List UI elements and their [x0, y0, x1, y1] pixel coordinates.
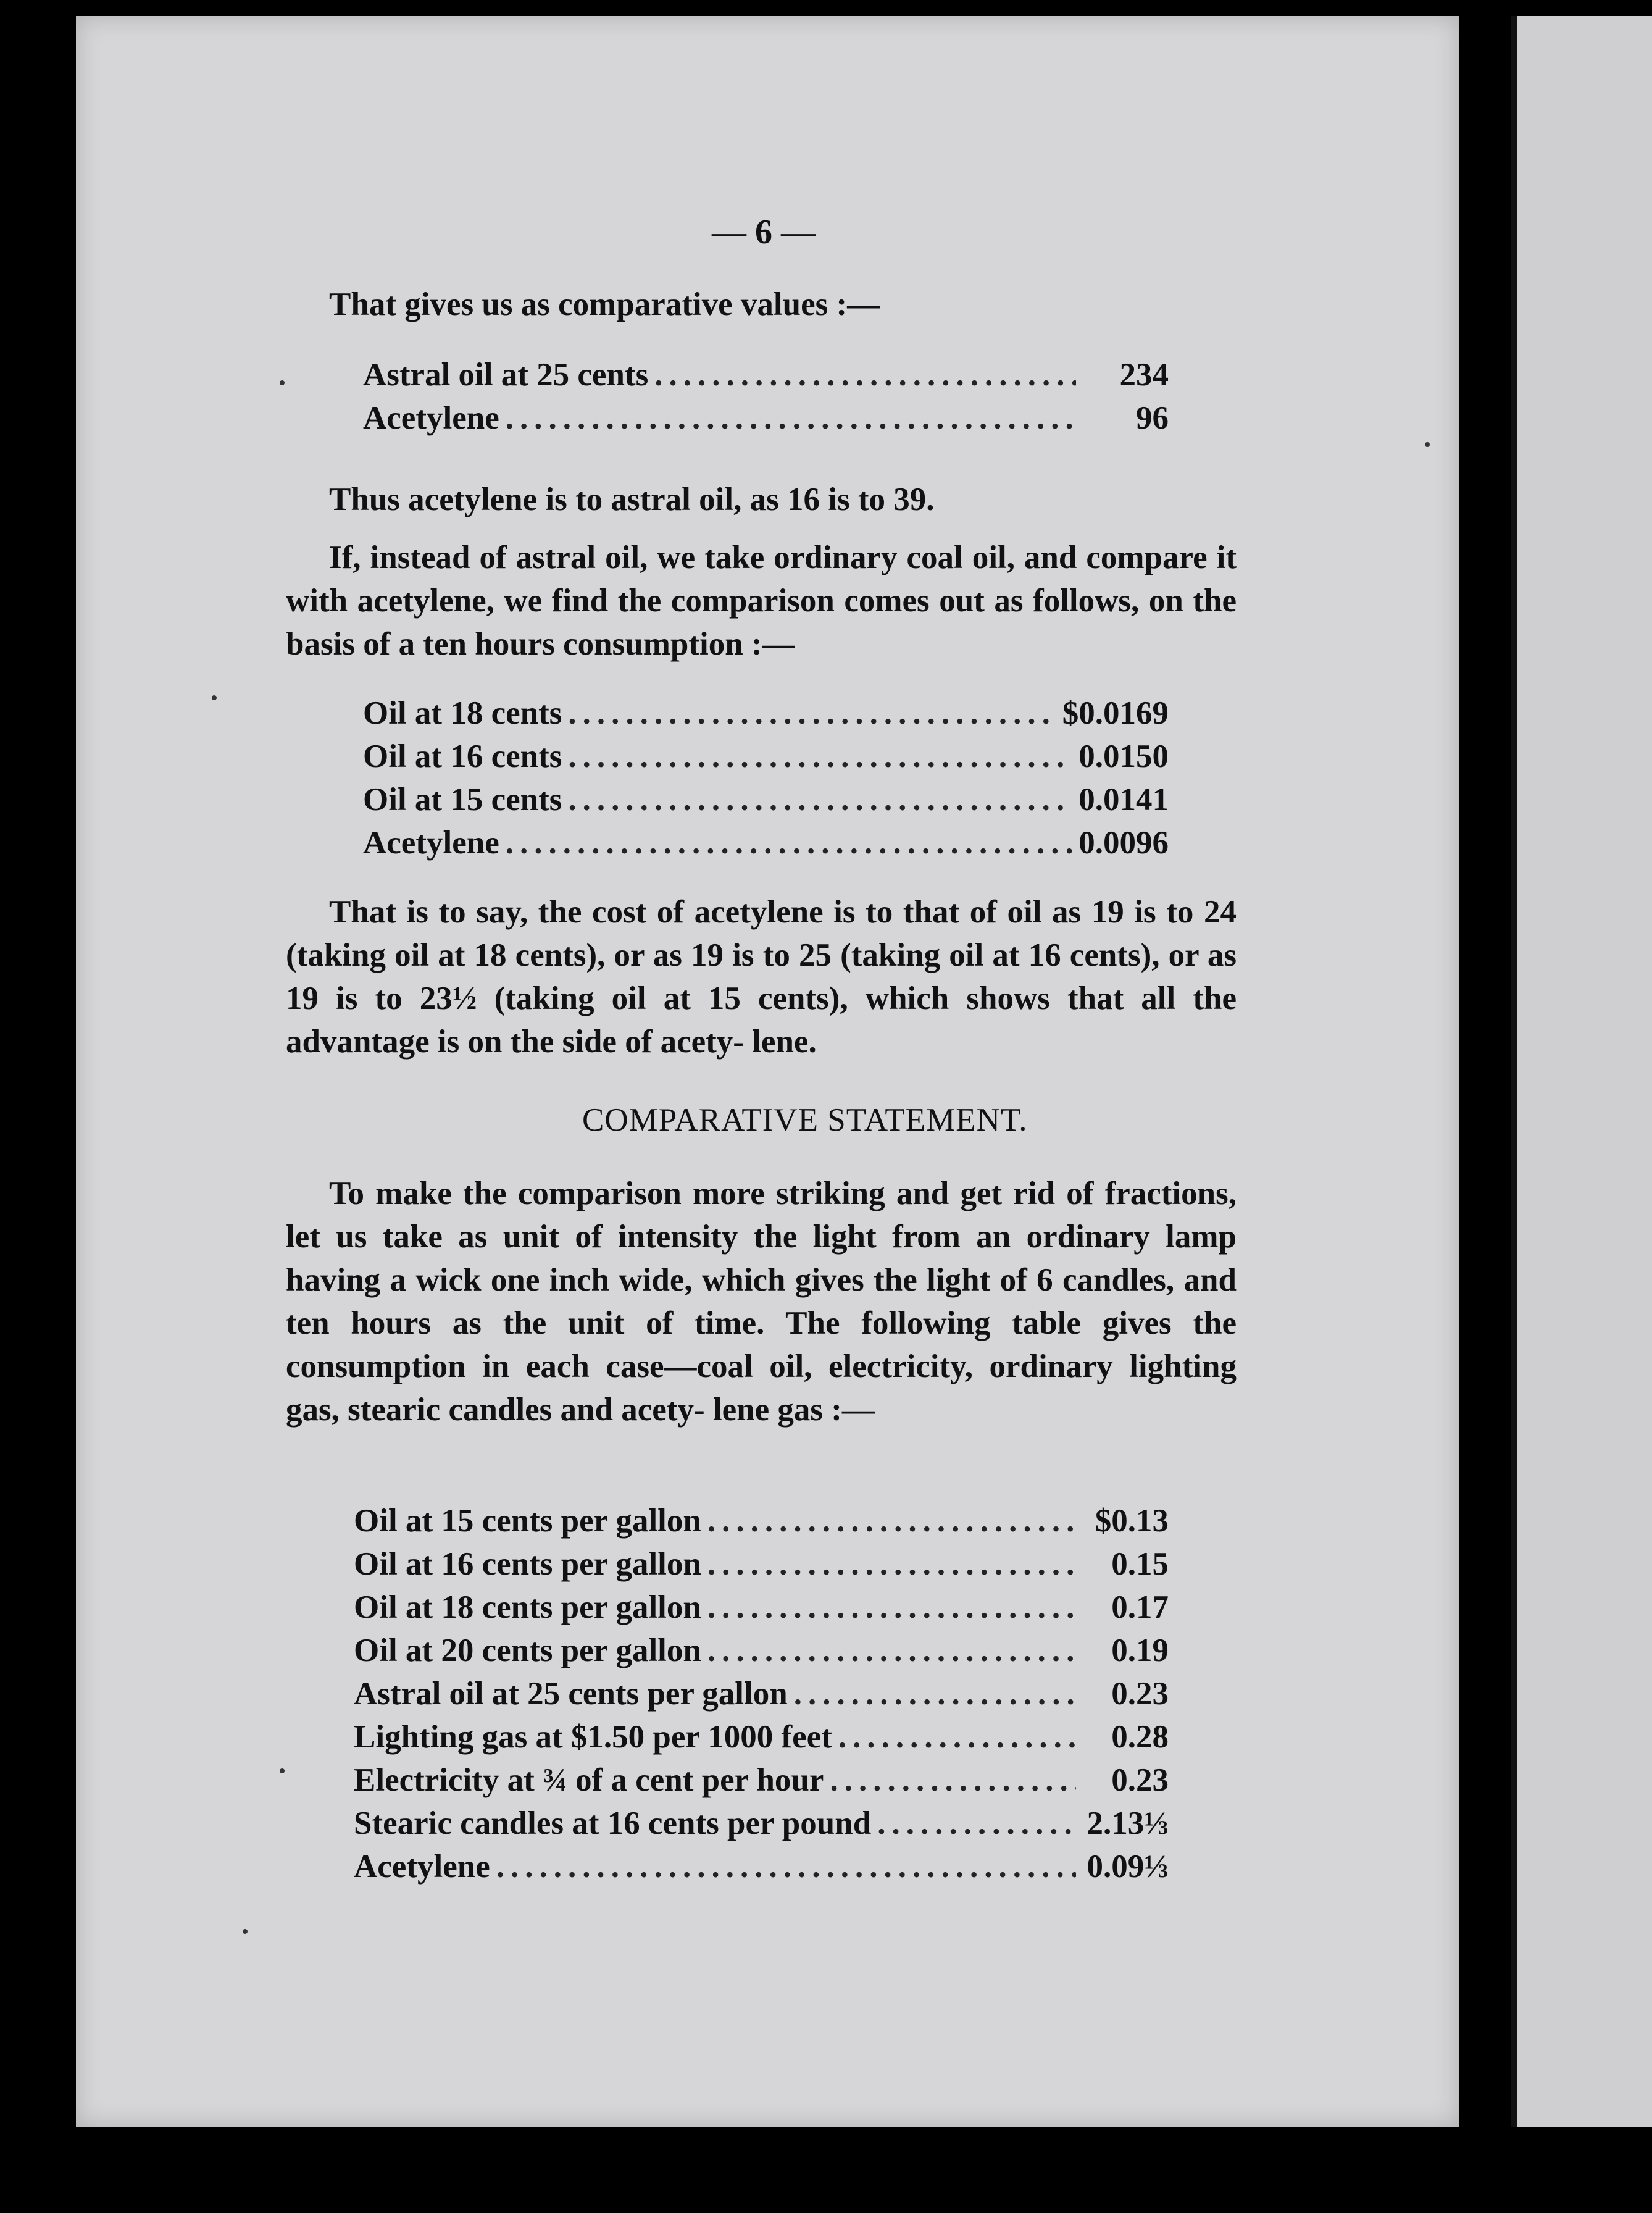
table3-row: [354, 1499, 1169, 1542]
section-heading: COMPARATIVE STATEMENT.: [582, 1102, 1028, 1138]
table3-row: [354, 1629, 1169, 1672]
leader-dots: [568, 778, 1072, 821]
row-value: $0.0169: [1062, 695, 1169, 731]
table3-row: [354, 1759, 1169, 1802]
row-value: 0.0150: [1078, 738, 1169, 774]
leader-dots: [568, 735, 1072, 778]
leader-dots: [707, 1586, 1076, 1629]
paragraph-coal-oil: If, instead of astral oil, we take ordinary coal oil, and compare it with acetylene, we find the comparison comes out as follows, on the basis of a ten hours consumption :—: [286, 540, 1237, 662]
row-label: Electricity at ¾ of a cent per hour: [354, 1762, 824, 1798]
row-label: Stearic candles at 16 cents per pound: [354, 1805, 872, 1841]
leader-dots: [496, 1845, 1076, 1888]
table3-row: [354, 1715, 1169, 1759]
row-value: 234: [1119, 357, 1169, 393]
row-label: Oil at 18 cents: [363, 695, 562, 731]
leader-dots: [830, 1759, 1076, 1802]
leader-dots: [794, 1672, 1076, 1715]
table2-row: [363, 692, 1169, 735]
row-label: Oil at 16 cents: [363, 738, 562, 774]
table3-row: [354, 1672, 1169, 1715]
row-value: 0.28: [1111, 1719, 1169, 1755]
page-number: — 6 —: [712, 213, 816, 251]
row-label: Oil at 20 cents per gallon: [354, 1633, 701, 1668]
leader-dots: [707, 1499, 1076, 1542]
leader-dots: [707, 1542, 1076, 1586]
row-value: 0.0141: [1078, 782, 1169, 818]
table1-row: [363, 396, 1169, 440]
book-page: [76, 16, 1459, 2127]
row-value: 2.13⅓: [1087, 1805, 1169, 1841]
leader-dots: [506, 396, 1076, 440]
leader-dots: [838, 1715, 1076, 1759]
scan-speck: [212, 695, 217, 700]
table1-row: [363, 353, 1169, 396]
row-label: Acetylene: [363, 400, 499, 436]
row-label: Oil at 15 cents: [363, 782, 562, 818]
adjacent-page-edge: [1511, 16, 1652, 2127]
scan-speck: [280, 1768, 285, 1773]
leader-dots: [707, 1629, 1076, 1672]
row-value: $0.13: [1095, 1503, 1169, 1539]
paragraph-conclusion: That is to say, the cost of acetylene is to that of oil as 19 is to 24 (taking oil at 18 cents), or as 19 is to 25 (taking oil at 16 cents), or as 19 is to 23½ (taking oil at 15 cents), which shows that all the advantage is on the side of acety- lene.: [286, 894, 1237, 1060]
scan-speck: [243, 1929, 248, 1934]
row-value: 0.15: [1111, 1546, 1169, 1582]
row-label: Lighting gas at $1.50 per 1000 feet: [354, 1719, 832, 1755]
row-value: 0.09⅓: [1087, 1849, 1169, 1885]
table3-row: [354, 1845, 1169, 1888]
table2-row: [363, 735, 1169, 778]
row-value: 0.0096: [1078, 825, 1169, 861]
row-label: Astral oil at 25 cents per gallon: [354, 1676, 788, 1712]
leader-dots: [654, 353, 1076, 396]
table2-row: [363, 821, 1169, 864]
row-value: 0.17: [1111, 1589, 1169, 1625]
table3-row: [354, 1802, 1169, 1845]
row-label: Oil at 15 cents per gallon: [354, 1503, 701, 1539]
row-label: Acetylene: [363, 825, 499, 861]
row-label: Acetylene: [354, 1849, 490, 1885]
paragraph-unit: To make the comparison more striking and get rid of fractions, let us take as unit of intensity the light from an ordinary lamp having a wick one inch wide, which gives the light of 6 candles, and ten hours as the unit of time. The following table gives the consumption in each case—coal oil, electricity, ordinary lighting gas, stearic candles and acety- lene gas :—: [286, 1176, 1237, 1428]
leader-dots: [568, 692, 1056, 735]
row-label: Oil at 18 cents per gallon: [354, 1589, 701, 1625]
table3-row: [354, 1542, 1169, 1586]
scan-speck: [1425, 442, 1430, 447]
row-label: Astral oil at 25 cents: [363, 357, 649, 393]
intro-line: That gives us as comparative values :—: [329, 287, 880, 322]
table2-row: [363, 778, 1169, 821]
row-value: 0.23: [1111, 1676, 1169, 1712]
row-value: 0.23: [1111, 1762, 1169, 1798]
row-value: 0.19: [1111, 1633, 1169, 1668]
table3-row: [354, 1586, 1169, 1629]
leader-dots: [877, 1802, 1076, 1845]
scan-speck: [280, 380, 285, 385]
row-value: 96: [1136, 400, 1169, 436]
paragraph-ratio: Thus acetylene is to astral oil, as 16 is to 39.: [329, 482, 935, 517]
leader-dots: [506, 821, 1073, 864]
row-label: Oil at 16 cents per gallon: [354, 1546, 701, 1582]
